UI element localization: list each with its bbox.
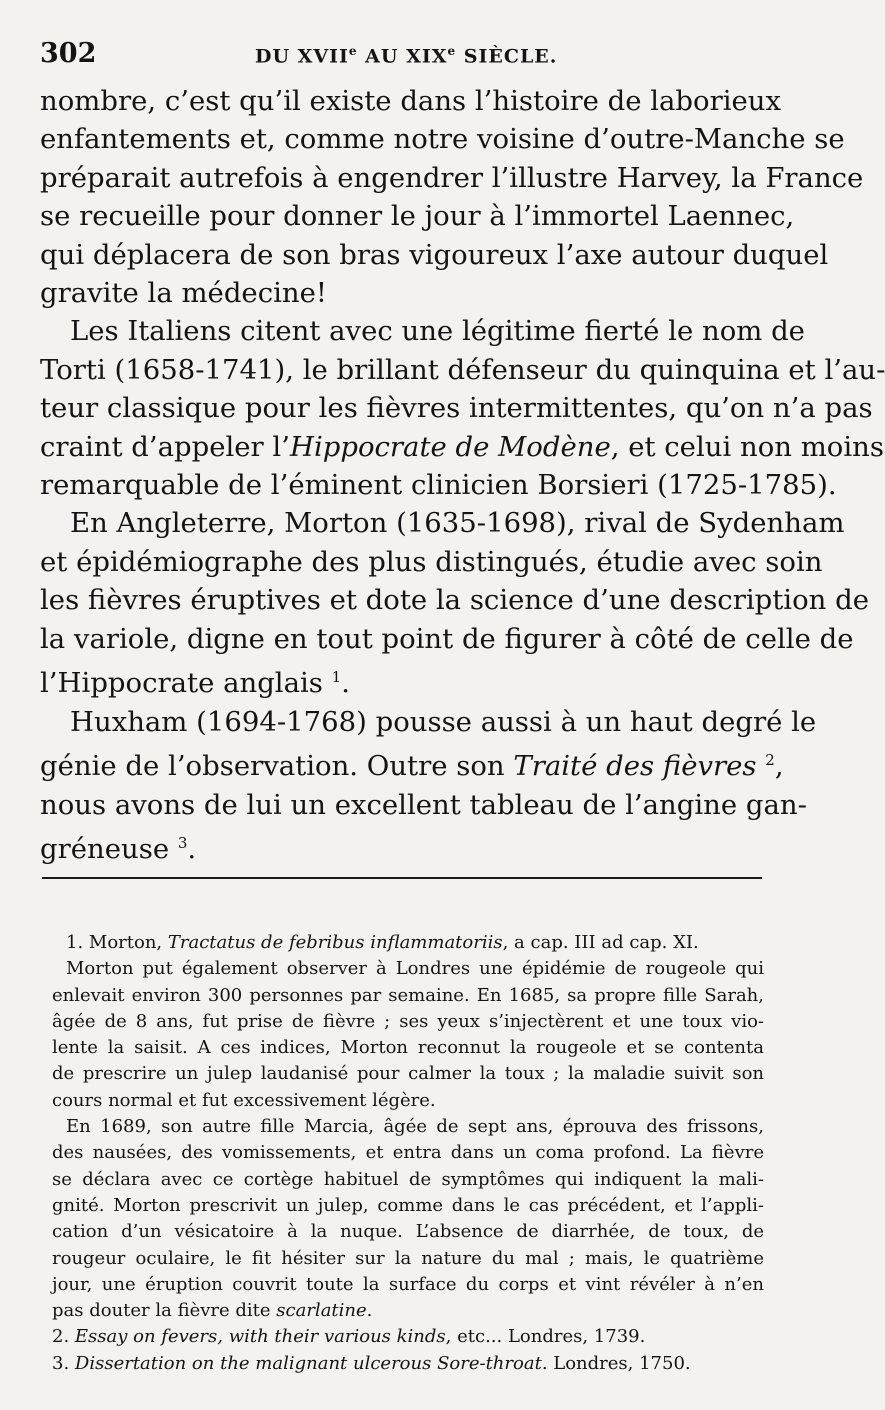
italic-title: Traité des fièvres bbox=[513, 750, 757, 783]
footnote-line: cation d’un vésicatoire à la nuque. L’absence de diarrhée, de toux, de bbox=[52, 1221, 764, 1243]
footnotes bbox=[52, 930, 764, 1377]
italic-title: Essay on fevers, with their various kinds bbox=[74, 1326, 446, 1348]
text-segment: gréneuse bbox=[40, 833, 170, 866]
footnote-marker: 1 bbox=[331, 668, 342, 687]
text-line bbox=[40, 741, 784, 786]
footnote-1 bbox=[52, 930, 764, 956]
text-line: préparait autrefois à engendrer l’illustre Harvey, la France bbox=[40, 161, 864, 194]
italic-term: scarlatine bbox=[276, 1300, 367, 1322]
text-line: Torti (1658-1741), le brillant défenseur du quinquina et l’au- bbox=[40, 353, 885, 386]
text-line: nombre, c’est qu’il existe dans l’histoire de laborieux bbox=[40, 85, 782, 117]
text-line: se recueille pour donner le jour à l’immortel Laennec, bbox=[40, 200, 795, 233]
main-text bbox=[40, 82, 885, 869]
text-segment: 2. bbox=[52, 1326, 75, 1348]
text-line: En Angleterre, Morton (1635-1698), rival de Sydenham bbox=[70, 507, 845, 540]
text-segment: l’Hippocrate anglais bbox=[40, 667, 323, 700]
footnote-line: En 1689, son autre fille Marcia, âgée de sept ans, éprouva des frissons, bbox=[66, 1116, 764, 1138]
footnote-line bbox=[52, 1298, 764, 1324]
text-line: Les Italiens citent avec une légitime fierté le nom de bbox=[70, 315, 805, 348]
footnote-2 bbox=[52, 1324, 764, 1350]
page-number: 302 bbox=[40, 38, 97, 69]
footnote-line: Morton put également observer à Londres une épidémie de rougeole qui bbox=[66, 958, 764, 980]
text-segment: , bbox=[774, 750, 784, 783]
footnote-marker: 2 bbox=[765, 751, 775, 770]
text-line: Huxham (1694-1768) pousse aussi à un haut degré le bbox=[70, 705, 817, 738]
italic-title: Tractatus de febribus inflammatoriis bbox=[167, 932, 503, 953]
text-segment: , etc... Londres, 1739. bbox=[445, 1326, 646, 1348]
footnote-marker: 3 bbox=[177, 834, 188, 853]
footnote-line: enlevait environ 300 personnes par semaine. En 1685, sa propre fille Sarah, bbox=[52, 984, 764, 1006]
text-line: et épidémiographe des plus distingués, étudie avec soin bbox=[40, 545, 823, 578]
page-header bbox=[40, 38, 770, 78]
running-head bbox=[255, 44, 557, 67]
text-line bbox=[40, 658, 762, 703]
text-segment: craint d’appeler l’ bbox=[40, 430, 290, 463]
running-head-text: DU XVII bbox=[255, 45, 349, 68]
footnote-line: de prescrire un julep laudanisé pour calmer la toux ; la maladie suivit son bbox=[52, 1063, 764, 1085]
text-line: la variole, digne en tout point de figurer à côté de celle de bbox=[40, 622, 854, 655]
text-line: qui déplacera de son bras vigoureux l’axe autour duquel bbox=[40, 238, 829, 271]
text-segment: 1. Morton, bbox=[66, 932, 168, 953]
text-line: gravite la médecine! bbox=[40, 277, 327, 310]
footnote-line: lente la saisit. A ces indices, Morton reconnut la rougeole et se contenta bbox=[52, 1037, 764, 1059]
text-segment: . bbox=[341, 667, 350, 700]
footnote-line: rougeur oculaire, le fit hésiter sur la nature du mal ; mais, le quatrième bbox=[52, 1247, 764, 1269]
text-line: enfantements et, comme notre voisine d’outre-Manche se bbox=[40, 123, 845, 156]
footnote-line: âgée de 8 ans, fut prise de fièvre ; ses yeux s’injectèrent et une toux vio- bbox=[52, 1010, 764, 1032]
text-segment: . bbox=[366, 1300, 373, 1322]
text-line bbox=[40, 824, 762, 869]
footnote-line: gnité. Morton prescrivit un julep, comme dans le cas précédent, et l’appli- bbox=[52, 1194, 764, 1216]
text-segment: pas douter la fièvre dite bbox=[52, 1300, 277, 1322]
running-head-text: SIÈCLE. bbox=[456, 45, 558, 68]
text-segment: génie de l’observation. Outre son bbox=[40, 750, 514, 783]
footnote-3 bbox=[52, 1351, 764, 1377]
text-segment: , a cap. III ad cap. XI. bbox=[502, 932, 699, 953]
text-segment: . bbox=[187, 833, 197, 866]
running-head-superscript: e bbox=[447, 44, 457, 58]
footnote-line: des nausées, des vomissements, et entra dans un coma profond. La fièvre bbox=[52, 1142, 764, 1164]
footnote-line: jour, une éruption couvrit toute la surface du corps et vint révéler à n’en bbox=[52, 1273, 764, 1295]
text-segment: , et celui non moins bbox=[610, 430, 884, 463]
text-segment: . Londres, 1750. bbox=[541, 1352, 691, 1374]
text-line: nous avons de lui un excellent tableau de l’angine gan- bbox=[40, 788, 807, 821]
text-line bbox=[40, 428, 884, 466]
footnote-line: se déclara avec ce cortège habituel de symptômes qui indiquent la mali- bbox=[52, 1168, 764, 1190]
italic-title: Dissertation on the malignant ulcerous Sore-throat bbox=[74, 1352, 542, 1374]
running-head-text: AU XIX bbox=[357, 45, 448, 68]
text-segment: 3. bbox=[52, 1352, 75, 1374]
running-head-superscript: e bbox=[348, 44, 358, 58]
text-line: remarquable de l’éminent clinicien Borsieri (1725-1785). bbox=[40, 469, 837, 502]
text-line: teur classique pour les fièvres intermittentes, qu’on n’a pas bbox=[40, 392, 873, 425]
italic-title: Hippocrate de Modène bbox=[289, 430, 611, 463]
text-line: les fièvres éruptives et dote la science d’une description de bbox=[40, 584, 869, 617]
footnote-divider bbox=[42, 877, 762, 879]
footnote-line: cours normal et fut excessivement légère. bbox=[52, 1089, 436, 1111]
